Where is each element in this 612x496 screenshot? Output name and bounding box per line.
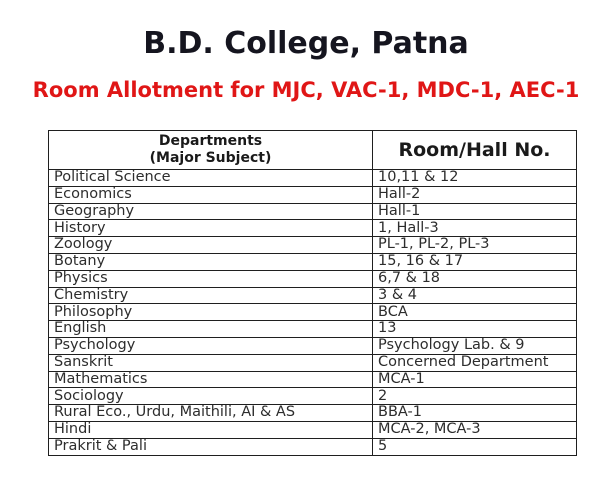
table-row: [49, 220, 577, 237]
room-allotment-table: [48, 130, 577, 456]
department-cell: Chemistry: [49, 287, 373, 304]
table-row: [49, 270, 577, 287]
table-row: [49, 438, 577, 455]
room-cell: 1, Hall-3: [373, 220, 577, 237]
table-row: [49, 203, 577, 220]
table-row: [49, 287, 577, 304]
room-cell: Hall-1: [373, 203, 577, 220]
room-cell: Concerned Department: [373, 354, 577, 371]
table-body: [49, 170, 577, 456]
room-cell: 2: [373, 388, 577, 405]
table-row: [49, 421, 577, 438]
table-row: [49, 337, 577, 354]
room-cell: 3 & 4: [373, 287, 577, 304]
department-cell: Zoology: [49, 237, 373, 254]
department-cell: Hindi: [49, 421, 373, 438]
page-title: B.D. College, Patna: [143, 26, 469, 61]
room-cell: 6,7 & 18: [373, 270, 577, 287]
room-cell: 10,11 & 12: [373, 170, 577, 187]
room-cell: PL-1, PL-2, PL-3: [373, 237, 577, 254]
department-cell: Economics: [49, 186, 373, 203]
table-row: [49, 253, 577, 270]
departments-header: [49, 131, 373, 170]
departments-header-line2: (Major Subject): [149, 150, 272, 166]
room-cell: MCA-1: [373, 371, 577, 388]
room-cell: Hall-2: [373, 186, 577, 203]
room-cell: Psychology Lab. & 9: [373, 337, 577, 354]
department-cell: Philosophy: [49, 304, 373, 321]
room-cell: 15, 16 & 17: [373, 253, 577, 270]
department-cell: Prakrit & Pali: [49, 438, 373, 455]
page-subtitle: Room Allotment for MJC, VAC-1, MDC-1, AEC-1: [32, 78, 580, 102]
department-cell: History: [49, 220, 373, 237]
table-header-row: [49, 131, 577, 170]
table-row: [49, 304, 577, 321]
table-row: [49, 354, 577, 371]
department-cell: Political Science: [49, 170, 373, 187]
room-cell: 13: [373, 321, 577, 338]
department-cell: English: [49, 321, 373, 338]
table-row: [49, 388, 577, 405]
table-row: [49, 321, 577, 338]
table-row: [49, 237, 577, 254]
department-cell: Mathematics: [49, 371, 373, 388]
table-row: [49, 186, 577, 203]
department-cell: Psychology: [49, 337, 373, 354]
department-cell: Rural Eco., Urdu, Maithili, AI & AS: [49, 405, 373, 422]
department-cell: Sociology: [49, 388, 373, 405]
department-cell: Physics: [49, 270, 373, 287]
table-row: [49, 371, 577, 388]
room-cell: 5: [373, 438, 577, 455]
room-cell: MCA-2, MCA-3: [373, 421, 577, 438]
department-cell: Botany: [49, 253, 373, 270]
room-cell: BCA: [373, 304, 577, 321]
departments-header-line1: Departments: [158, 133, 263, 149]
table-row: [49, 170, 577, 187]
room-hall-header: Room/Hall No.: [373, 131, 577, 170]
table-row: [49, 405, 577, 422]
department-cell: Sanskrit: [49, 354, 373, 371]
room-cell: BBA-1: [373, 405, 577, 422]
department-cell: Geography: [49, 203, 373, 220]
